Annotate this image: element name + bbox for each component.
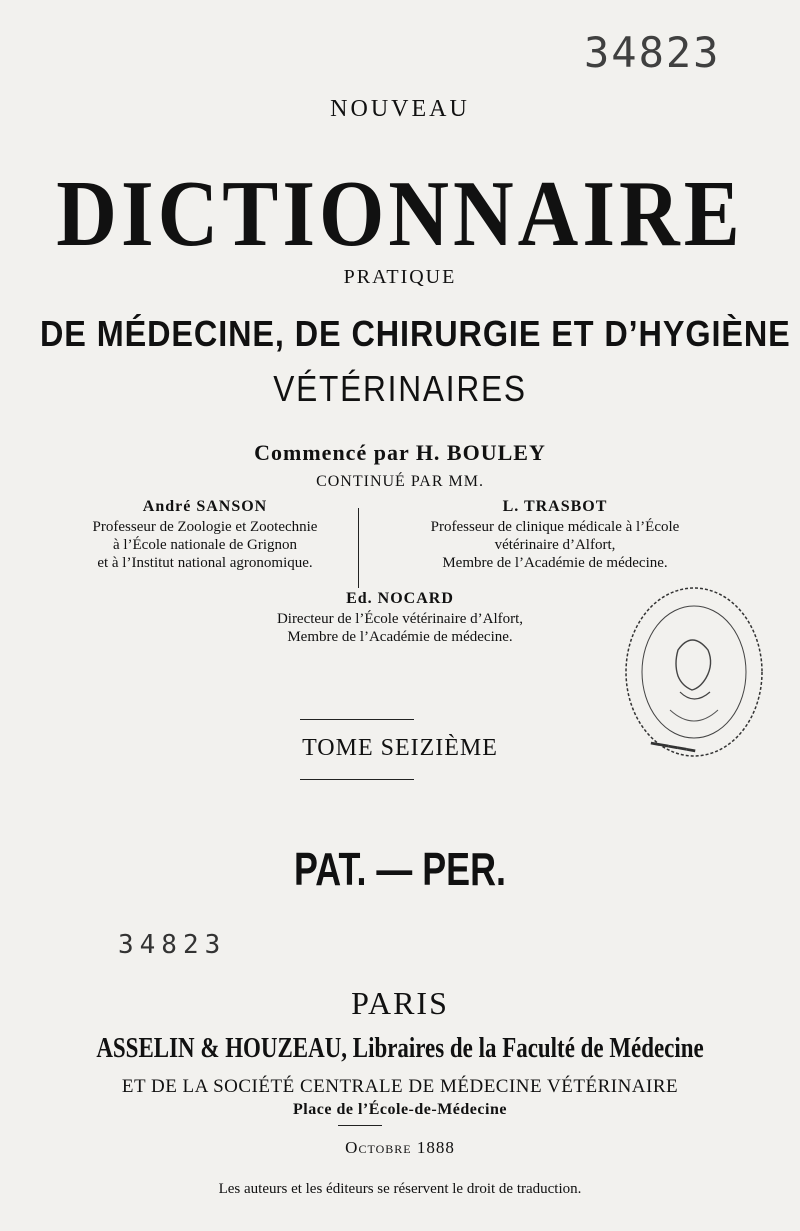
title-main: DICTIONNAIRE: [56, 162, 744, 267]
editor-founder: Commencé par H. BOULEY: [254, 440, 546, 465]
rights-notice: Les auteurs et les éditeurs se réservent le droit de traduction.: [218, 1181, 582, 1197]
author-name: Ed. NOCARD: [346, 590, 454, 607]
imprint-date: Octobre 1888: [345, 1138, 455, 1157]
author-credential: à l’École nationale de Grignon: [112, 537, 298, 553]
imprint-society: ET DE LA SOCIÉTÉ CENTRALE DE MÉDECINE VÉTÉRINAIRE: [121, 1076, 679, 1097]
volume-tome: TOME SEIZIÈME: [302, 735, 498, 761]
author-credential: Membre de l’Académie de médecine.: [287, 629, 513, 645]
imprint-city: PARIS: [351, 985, 449, 1021]
library-stamp-number: 34823: [584, 28, 721, 77]
library-stamp-number-lower: 34823: [118, 930, 227, 960]
author-credential: Professeur de clinique médicale à l’École: [430, 519, 680, 535]
rule-top: [300, 719, 414, 720]
imprint-publisher: ASSELIN & HOUZEAU, Libraires de la Faculté de Médecine: [96, 1033, 704, 1064]
author-credential: Membre de l’Académie de médecine.: [442, 555, 668, 571]
title-subject: DE MÉDECINE, DE CHIRURGIE ET D’HYGIÈNE: [40, 313, 791, 354]
title-pratique: PRATIQUE: [343, 266, 457, 288]
editors-continued-by: CONTINUÉ PAR MM.: [316, 473, 484, 490]
rule-bottom: [300, 779, 414, 780]
author-credential: Directeur de l’École vétérinaire d’Alfort,: [276, 611, 524, 627]
author-name: L. TRASBOT: [502, 498, 608, 515]
author-credential: et à l’Institut national agronomique.: [97, 555, 313, 571]
volume-range: PAT. — PER.: [294, 843, 506, 895]
author-name: André SANSON: [142, 498, 268, 515]
column-divider: [358, 508, 359, 588]
authors-block: [40, 498, 760, 590]
author-credential: Professeur de Zoologie et Zootechnie: [92, 519, 318, 535]
author-credential: vétérinaire d’Alfort,: [494, 537, 616, 553]
svg-text:▬▬▬▬▬: ▬▬▬▬▬: [650, 736, 697, 755]
imprint-address: Place de l’École-de-Médecine: [293, 1101, 507, 1118]
rule-date: [338, 1125, 382, 1126]
author-left: [40, 498, 370, 572]
title-veterinaires: VÉTÉRINAIRES: [273, 368, 527, 409]
author-right: [380, 498, 730, 572]
title-nouveau: NOUVEAU: [330, 96, 470, 122]
